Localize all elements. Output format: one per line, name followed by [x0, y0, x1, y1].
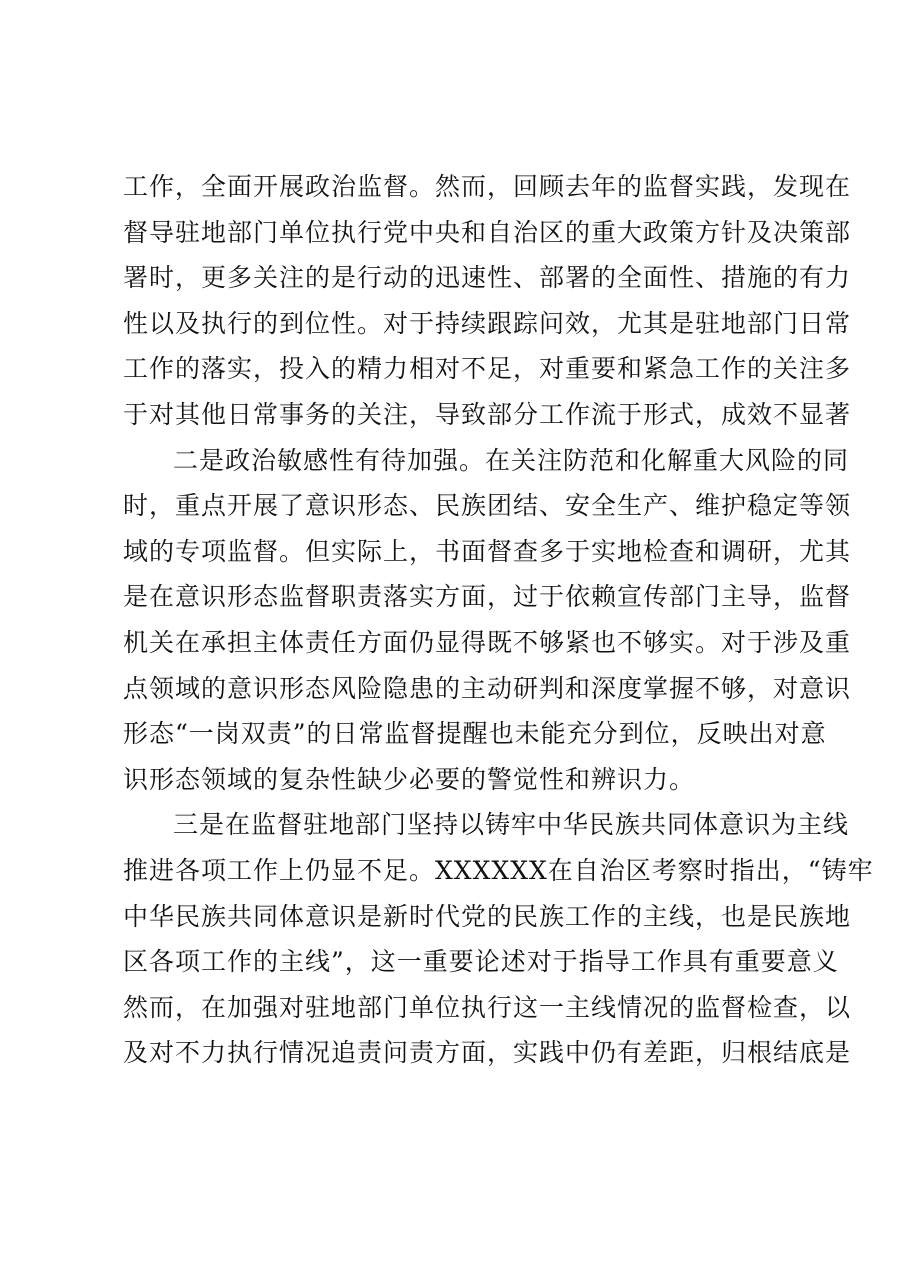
text-line: 机关在承担主体责任方面仍显得既不够紧也不够实。对于涉及重 — [123, 627, 852, 657]
text-line: 是在意识形态监督职责落实方面，过于依赖宣传部门主导，监督 — [123, 582, 852, 612]
document-body — [123, 164, 874, 1076]
text-line: 然而，在加强对驻地部门单位执行这一主线情况的监督检查，以 — [123, 992, 852, 1022]
text-line: 区各项工作的主线”，这一重要论述对于指导工作具有重要意义 — [123, 947, 839, 977]
text-line: 及对不力执行情况追责问责方面，实践中仍有差距，归根结底是 — [123, 1038, 852, 1068]
text-line: 工作的落实，投入的精力相对不足，对重要和紧急工作的关注多 — [123, 354, 852, 384]
text-line: 性以及执行的到位性。对于持续跟踪问效，尤其是驻地部门日常 — [123, 308, 852, 338]
text-line: 形态“一岗双责”的日常监督提醒也未能充分到位，反映出对意 — [123, 719, 827, 749]
text-line: 督导驻地部门单位执行党中央和自治区的重大政策方针及决策部 — [123, 217, 852, 247]
text-line: 中华民族共同体意识是新时代党的民族工作的主线，也是民族地 — [123, 901, 852, 931]
text-line: 署时，更多关注的是行动的迅速性、部署的全面性、措施的有力 — [123, 263, 852, 293]
text-line: 域的专项监督。但实际上，书面督查多于实地检查和调研，尤其 — [123, 536, 852, 566]
paragraph-start-line: 三是在监督驻地部门坚持以铸牢中华民族共同体意识为主线 — [173, 810, 850, 840]
text-line: 于对其他日常事务的关注，导致部分工作流于形式，成效不显著 — [123, 399, 852, 429]
text-line: 工作，全面开展政治监督。然而，回顾去年的监督实践，发现在 — [123, 172, 852, 201]
paragraph-start-line: 二是政治敏感性有待加强。在关注防范和化解重大风险的同 — [173, 445, 850, 475]
paragraph-end-line: 识形态领域的复杂性缺少必要的警觉性和辨识力。 — [123, 764, 696, 794]
text-line: 推进各项工作上仍显不足。XXXXXX在自治区考察时指出，“铸牢 — [123, 855, 874, 885]
text-line: 时，重点开展了意识形态、民族团结、安全生产、维护稳定等领 — [123, 491, 852, 521]
text-line: 点领域的意识形态风险隐患的主动研判和深度掌握不够，对意识 — [123, 673, 852, 703]
